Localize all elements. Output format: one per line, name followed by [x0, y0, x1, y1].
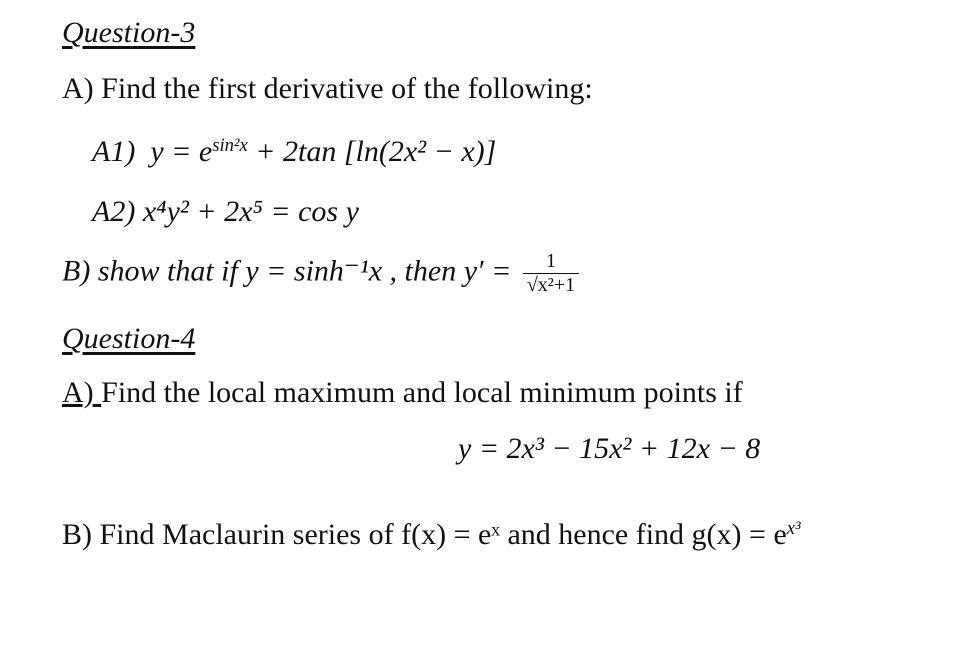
question-3-title: Question-3	[62, 16, 196, 49]
a1-exponent: sin²x	[212, 134, 248, 156]
a2-label: A2)	[92, 195, 136, 228]
part-b-exponent: x³	[786, 517, 801, 539]
part-b-text: B) Find Maclaurin series of f(x) = eˣ and hence find g(x) = e	[62, 518, 787, 551]
q4-equation: y = 2x³ − 15x² + 12x − 8	[458, 432, 761, 465]
a2-expression: x⁴y² + 2x⁵ = cos y	[142, 195, 359, 228]
part-b-prefix: B) show that if y = sinh⁻¹x , then y′ =	[62, 254, 512, 288]
q3-a1	[92, 135, 496, 169]
a1-rest: + 2tan [ln(2x² − x)]	[247, 135, 497, 168]
part-a-label: A)	[62, 376, 102, 409]
q4-part-b	[62, 518, 801, 552]
question-4-title: Question-4	[62, 322, 196, 355]
q3-a2	[92, 195, 359, 229]
a1-lhs: y = e	[150, 135, 213, 168]
fraction	[523, 250, 579, 297]
fraction-denominator: √x²+1	[523, 273, 579, 297]
a1-label: A1)	[92, 135, 136, 168]
fraction-numerator: 1	[545, 250, 556, 272]
q4-part-a	[62, 376, 743, 410]
part-a-text: Find the local maximum and local minimum points if	[101, 376, 743, 409]
q3-part-a: A) Find the first derivative of the following:	[62, 72, 593, 105]
q3-part-b	[62, 250, 579, 297]
